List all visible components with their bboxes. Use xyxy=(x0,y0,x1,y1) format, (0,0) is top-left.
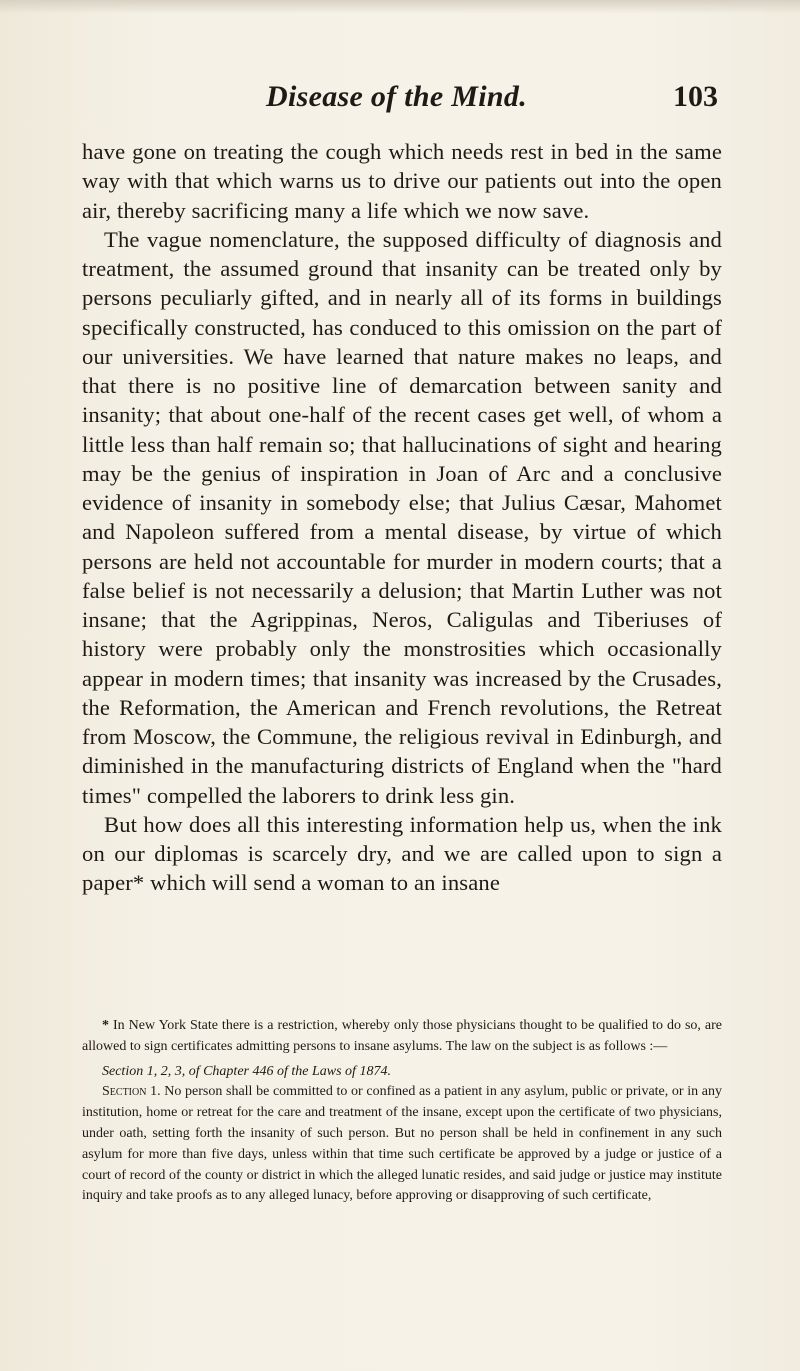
running-header xyxy=(266,80,718,124)
paragraph: have gone on treating the cough which needs rest in bed in the same way with that which warns us to drive our patients out into the open air, thereby sacrificing many a life which we now save. xyxy=(82,139,722,223)
footnote-intro xyxy=(82,1016,722,1058)
paragraph: But how does all this interesting information help us, when the ink on our diplomas is scarcely dry, and we are called upon to sign a paper* which will send a woman to an insane xyxy=(82,811,722,896)
footnote-intro-text: In New York State there is a restriction, whereby only those physicians thought to be qualified to do so, are allowed to sign certificates admitting persons to insane asylums. The law on the subject is as follows :— xyxy=(82,1018,723,1054)
main-text xyxy=(82,137,722,898)
footnote-marker: * xyxy=(102,1018,109,1033)
page-edge-shadow xyxy=(0,0,800,14)
footnote xyxy=(82,1016,722,1207)
paragraph: The vague nomenclature, the supposed difficulty of diagnosis and treatment, the assumed ground that insanity can be treated only by persons peculiarly gifted, and in nearly all of its forms in buildings specifically constructed, has conduced to this omission on the part of our universities. We have learned that nature makes no leaps, and that there is no positive line of demarcation between sanity and insanity; that about one-half of the recent cases get well, of whom a little less than half remain so; that hallucinations of sight and hearing may be the genius of inspiration in Joan of Arc and a conclusive evidence of insanity in somebody else; that Julius Cæsar, Mahomet and Napoleon suffered from a mental disease, by virtue of which persons are held not accountable for murder in modern courts; that a false belief is not necessarily a delusion; that Martin Luther was not insane; that the Agrippinas, Neros, Caligulas and Tiberiuses of history were probably only the monstrosities which occasionally appear in modern times; that insanity was increased by the Crusades, the Reformation, the American and French revolutions, the Retreat from Moscow, the Commune, the religious revival in Edinburgh, and diminished in the manufacturing districts of England when the "hard times" compelled the laborers to drink less gin. xyxy=(82,226,722,808)
page-number: 103 xyxy=(673,80,718,113)
running-title: Disease of the Mind. xyxy=(266,80,527,113)
footnote-section xyxy=(82,1082,722,1207)
footnote-section-label: Section 1. xyxy=(102,1084,161,1100)
footnote-law-heading: Section 1, 2, 3, of Chapter 446 of the Laws of 1874. xyxy=(102,1063,391,1079)
footnote-section-text: No person shall be committed to or confined as a patient in any asylum, public or private, or in any institution, home or retreat for the care and treatment of the insane, except upon the certificate of two physicians, under oath, setting forth the insanity of such person. But no person shall be held in confinement in any such asylum for more than five days, unless within that time such certificate be approved by a judge or justice of a court of record of the county or district in which the alleged lunatic resides, and said judge or justice may institute inquiry and take proofs as to any alleged lunacy, before approving or disapproving of such certificate, xyxy=(82,1084,722,1204)
